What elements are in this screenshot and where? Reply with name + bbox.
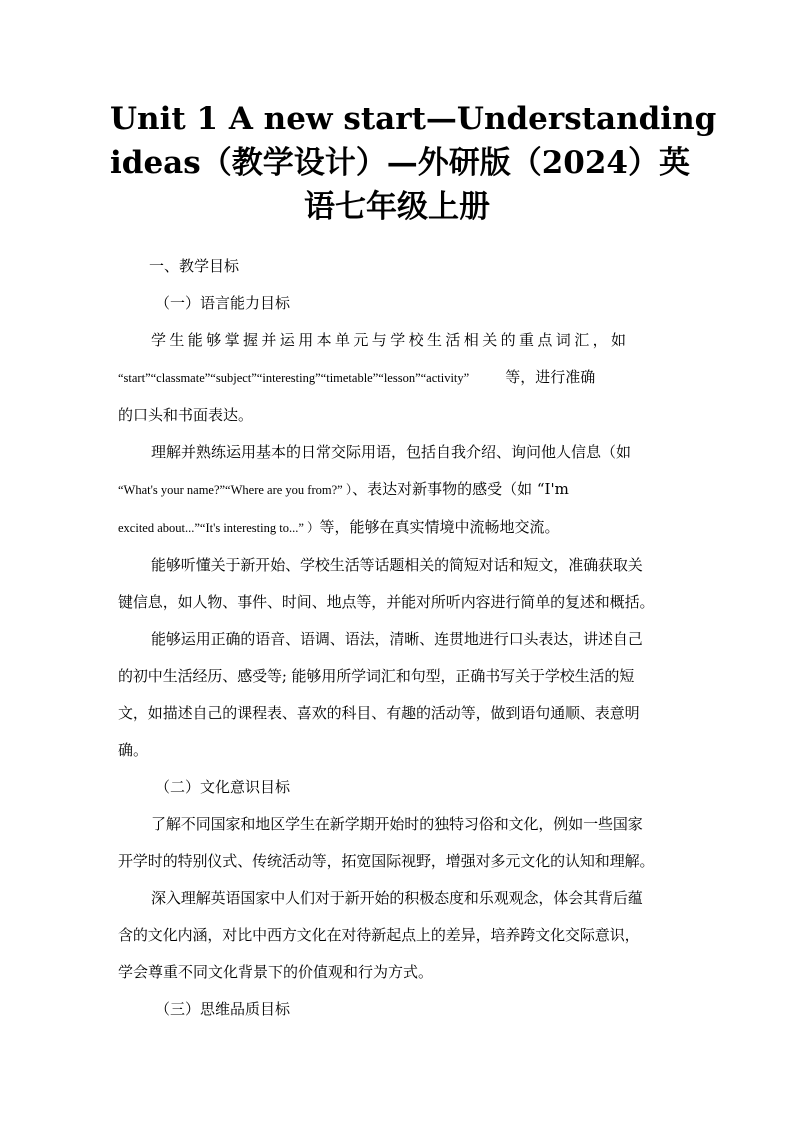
paragraph-communication [118, 434, 676, 547]
vocabulary-words: “start”“classmate”“subject”“interesting”“timetable”“lesson”“activity” [118, 371, 470, 385]
paragraph-line: 学生能够掌握并运用本单元与学校生活相关的重点词汇，如 [151, 331, 630, 349]
paragraph-line: 开学时的特别仪式、传统活动等，拓宽国际视野，增强对多元文化的认知和理解。 [118, 852, 655, 870]
paragraph-line: 确。 [118, 741, 149, 759]
paragraph-line: 能够运用正确的语音、语调、语法，清晰、连贯地进行口头表达，讲述自己 [151, 630, 643, 648]
paragraph-customs [118, 806, 676, 880]
paragraph-line: 的初中生活经历、感受等; 能够用所学词汇和句型，正确书写关于学校生活的短 [118, 667, 635, 685]
paragraph-listening [118, 547, 676, 621]
subheading-thinking-quality: （三）思维品质目标 [155, 1000, 291, 1018]
paragraph-line: 能够听懂关于新开始、学校生活等话题相关的简短对话和短文，准确获取关 [151, 556, 643, 574]
paragraph-line: 键信息，如人物、事件、时间、地点等，并能对所听内容进行简单的复述和概括。 [118, 593, 655, 611]
section-heading-teaching-goals: 一、教学目标 [149, 257, 240, 275]
subheading-cultural-awareness: （二）文化意识目标 [155, 778, 291, 796]
paragraph-text: 等，能够在真实情境中流畅地交流。 [319, 518, 560, 536]
document-body [118, 248, 676, 1028]
example-phrases: “What's your name?”“Where are you from?” ） [118, 483, 353, 497]
paragraph-vocabulary [118, 322, 676, 434]
paragraph-line: 含的文化内涵，对比中西方文化在对待新起点上的差异，培养跨文化交际意识， [118, 926, 640, 944]
paragraph-text: 、表达对新事物的感受（如 “I'm [352, 480, 569, 498]
document-title [110, 97, 717, 229]
paragraph-line: 的口头和书面表达。 [118, 406, 254, 424]
paragraph-line [118, 359, 676, 397]
title-line-1: Unit 1 A new start—Understanding [110, 101, 717, 137]
paragraph-line: 学会尊重不同文化背景下的价值观和行为方式。 [118, 963, 434, 981]
paragraph-line: 文，如描述自己的课程表、喜欢的科目、有趣的活动等，做到语句通顺、表意明 [118, 704, 640, 722]
paragraph-attitudes [118, 880, 676, 991]
title-line-3: 语七年级上册 [304, 189, 490, 225]
title-line-2: ideas（教学设计）—外研版（2024）英 [110, 145, 690, 181]
paragraph-line: 深入理解英语国家中人们对于新开始的积极态度和乐观观念，体会其背后蕴 [151, 889, 643, 907]
paragraph-speaking-writing [118, 621, 676, 769]
vocabulary-tail: 等，进行准确 [505, 368, 596, 386]
subheading-language-ability: （一）语言能力目标 [155, 294, 291, 312]
paragraph-line: 理解并熟练运用基本的日常交际用语，包括自我介绍、询问他人信息（如 [151, 443, 632, 461]
example-phrases: excited about...”“It's interesting to...” ） [118, 521, 320, 535]
paragraph-line [118, 471, 676, 509]
paragraph-line: 了解不同国家和地区学生在新学期开始时的独特习俗和文化，例如一些国家 [151, 815, 643, 833]
paragraph-line [118, 509, 676, 547]
